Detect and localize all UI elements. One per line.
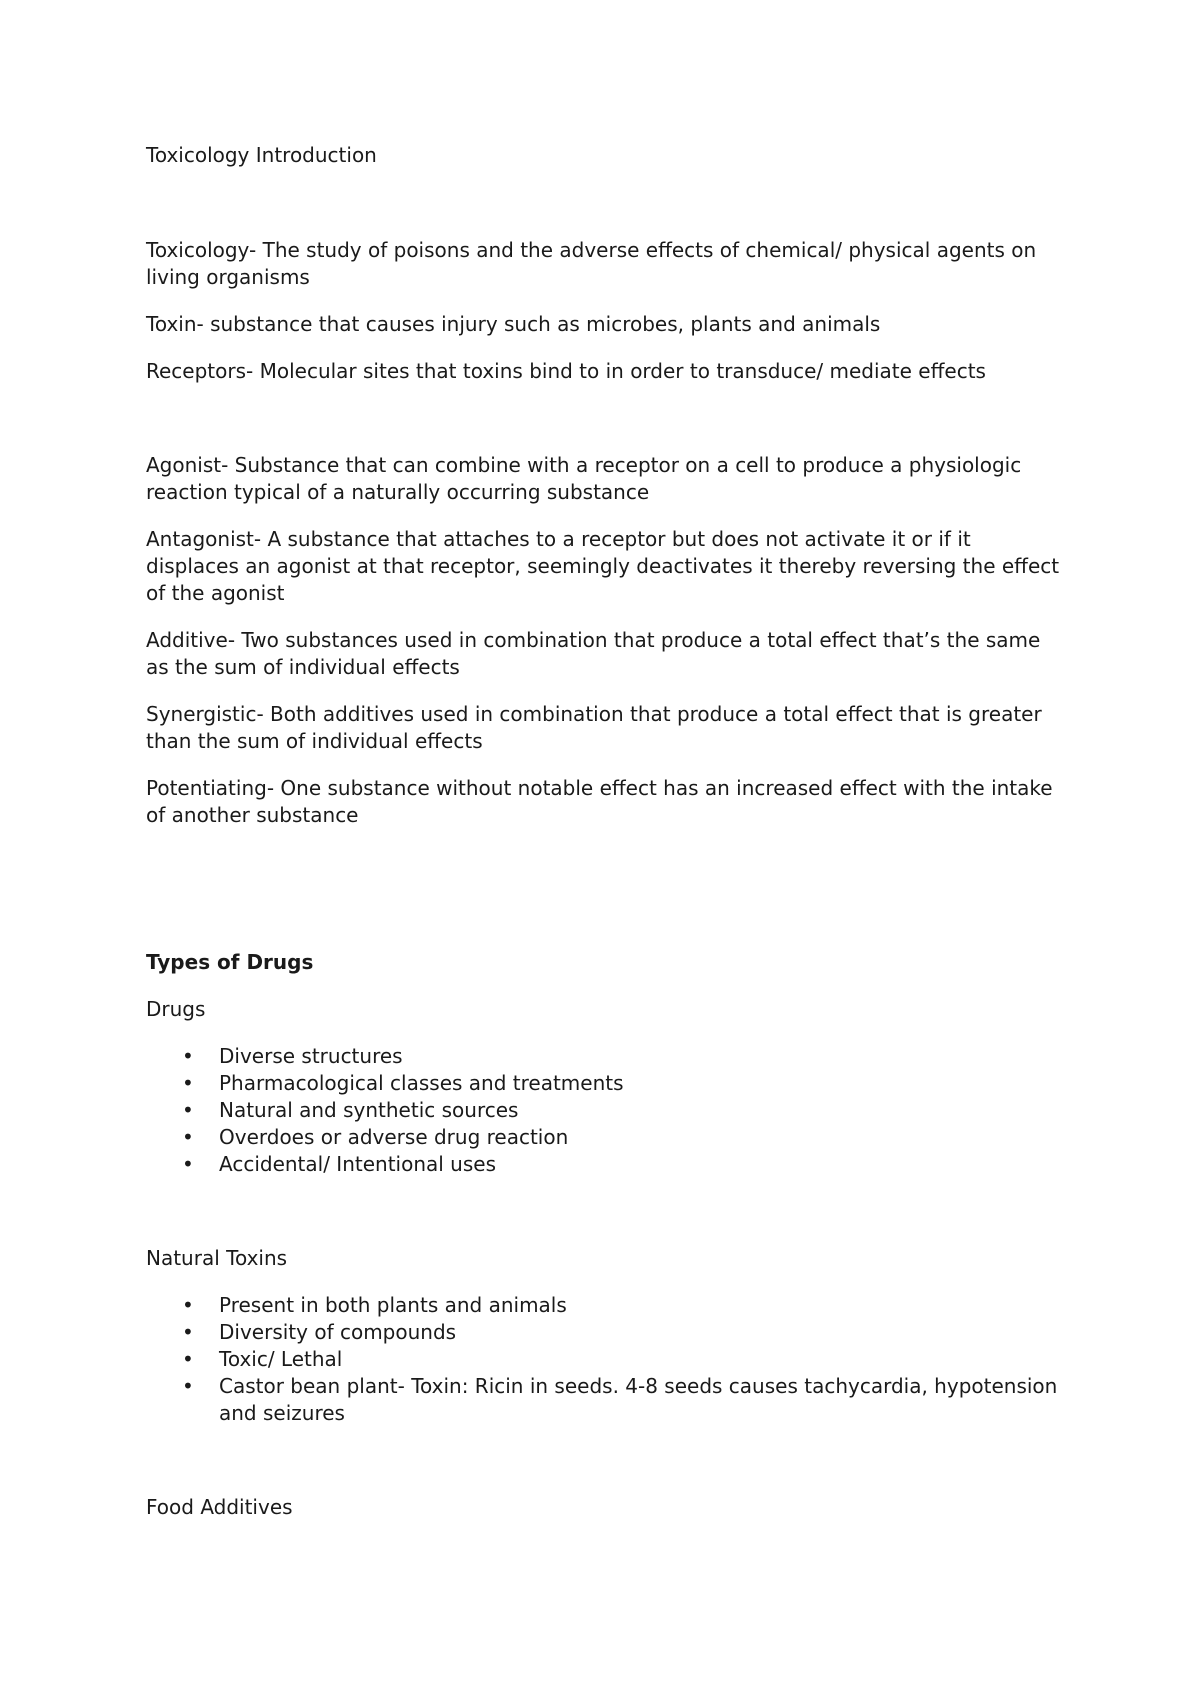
bullet-icon: •: [182, 1320, 194, 1344]
bullet-icon: •: [182, 1125, 194, 1149]
list-item: [146, 1151, 1066, 1178]
bullet-icon: •: [182, 1071, 194, 1095]
definition-receptors: Receptors- Molecular sites that toxins bind to in order to transduce/ mediate effects: [146, 359, 986, 383]
list-item: [146, 1124, 1066, 1151]
list-item-text: Castor bean plant- Toxin: Ricin in seeds. 4-8 seeds causes tachycardia, hypotension and seizures: [219, 1374, 1058, 1425]
food-additives-title: Food Additives: [146, 1495, 293, 1519]
list-item-text: Accidental/ Intentional uses: [219, 1152, 497, 1176]
list-item: [146, 1097, 1066, 1124]
definition-potentiating: Potentiating- One substance without notable effect has an increased effect with the intake of another substance: [146, 776, 1053, 827]
list-item: [146, 1292, 1066, 1319]
definition-synergistic: Synergistic- Both additives used in combination that produce a total effect that is greater than the sum of individual effects: [146, 702, 1042, 753]
definition-toxicology: Toxicology- The study of poisons and the adverse effects of chemical/ physical agents on living organisms: [146, 238, 1037, 289]
section-heading-types-of-drugs: Types of Drugs: [146, 950, 314, 974]
definition-antagonist: Antagonist- A substance that attaches to a receptor but does not activate it or if it displaces an agonist at that receptor, seemingly deactivates it thereby reversing the effect of the agonist: [146, 527, 1060, 605]
definition-agonist: Agonist- Substance that can combine with a receptor on a cell to produce a physiologic reaction typical of a naturally occurring substance: [146, 453, 1022, 504]
list-item: [146, 1043, 1066, 1070]
list-item-text: Toxic/ Lethal: [219, 1347, 343, 1371]
list-item: [146, 1319, 1066, 1346]
bullet-icon: •: [182, 1347, 194, 1371]
drugs-title: Drugs: [146, 997, 206, 1021]
bullet-icon: •: [182, 1044, 194, 1068]
list-item-text: Diverse structures: [219, 1044, 403, 1068]
list-item-text: Present in both plants and animals: [219, 1293, 567, 1317]
bullet-icon: •: [182, 1374, 194, 1398]
bullet-icon: •: [182, 1152, 194, 1176]
list-item: [146, 1346, 1066, 1373]
document-page: [146, 142, 1066, 1541]
list-item-text: Pharmacological classes and treatments: [219, 1071, 624, 1095]
bullet-icon: •: [182, 1293, 194, 1317]
natural-toxins-list: [146, 1292, 1066, 1427]
list-item-text: Diversity of compounds: [219, 1320, 457, 1344]
definition-additive: Additive- Two substances used in combination that produce a total effect that’s the same as the sum of individual effects: [146, 628, 1041, 679]
list-item: [146, 1373, 1066, 1427]
bullet-icon: •: [182, 1098, 194, 1122]
list-item-text: Natural and synthetic sources: [219, 1098, 519, 1122]
document-title: Toxicology Introduction: [146, 143, 377, 167]
definition-toxin: Toxin- substance that causes injury such as microbes, plants and animals: [146, 312, 881, 336]
list-item-text: Overdoes or adverse drug reaction: [219, 1125, 569, 1149]
natural-toxins-title: Natural Toxins: [146, 1246, 288, 1270]
drugs-list: [146, 1043, 1066, 1178]
list-item: [146, 1070, 1066, 1097]
